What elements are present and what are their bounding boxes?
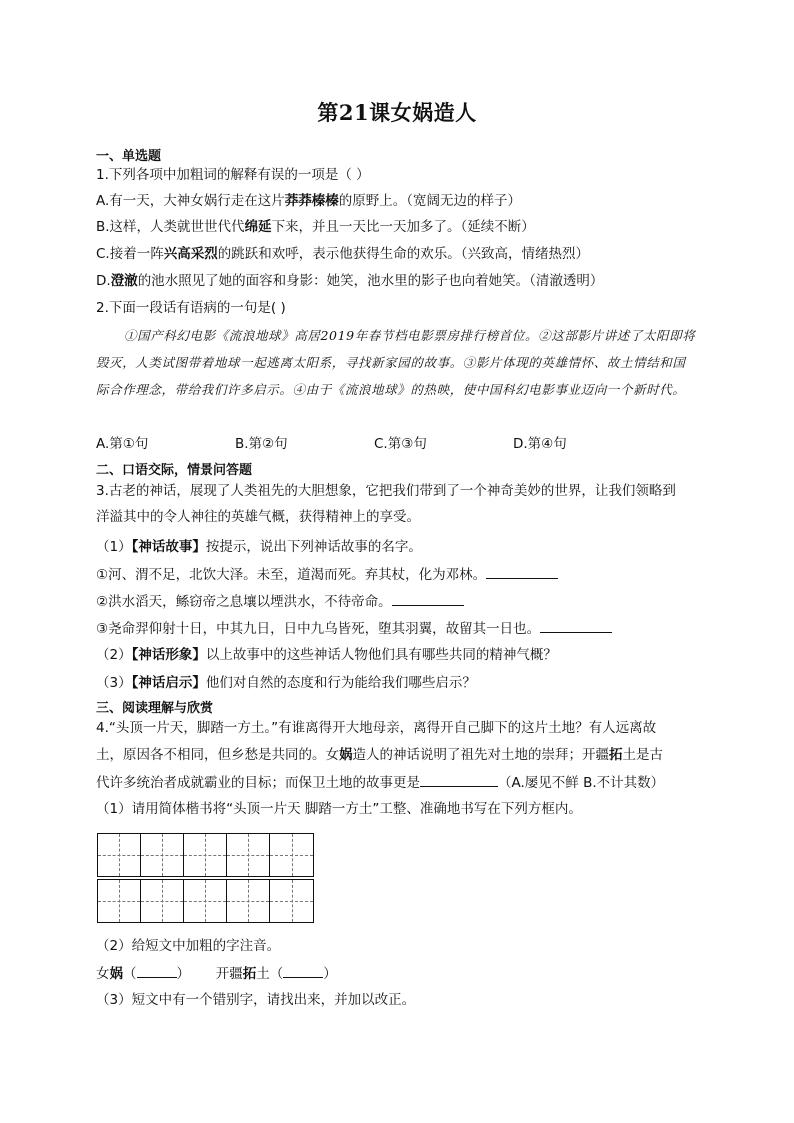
pinyin-line: 女娲（ ） 开疆拓土（ ） (96, 963, 337, 984)
writing-grid-row-2 (97, 879, 314, 923)
section-heading-3: 三、阅读理解与欣赏 (96, 701, 214, 716)
question-1-option-d: D.澄澈的池水照见了她的面容和身影：她笑，池水里的影子也向着她笑。（清澈透明） (96, 273, 604, 289)
writing-cell[interactable] (98, 880, 141, 922)
question-4-sub-3: （3）短文中有一个错别字，请找出来，并加以改正。 (96, 992, 416, 1008)
question-3-line-1: 3.古老的神话，展现了人类祖先的大胆想象，它把我们带到了一个神奇美妙的世界，让我们领略到 (96, 483, 676, 499)
question-3-line-2: 洋溢其中的令人神往的英雄气概，获得精神上的享受。 (96, 509, 420, 525)
writing-cell[interactable] (98, 834, 141, 876)
myth-item-3: ③尧命羿仰射十日，中其九日，日中九乌皆死，堕其羽翼，故留其一日也。 (96, 618, 612, 639)
writing-cell[interactable] (141, 880, 184, 922)
writing-cell[interactable] (270, 880, 313, 922)
writing-cell[interactable] (227, 880, 270, 922)
question-4-sub-2: （2）给短文中加粗的字注音。 (96, 938, 281, 954)
option-d: D.第④句 (513, 436, 567, 452)
writing-cell[interactable] (270, 834, 313, 876)
answer-blank[interactable] (486, 564, 558, 579)
question-2-options (96, 434, 652, 454)
writing-cell[interactable] (184, 834, 227, 876)
answer-blank[interactable] (392, 591, 464, 606)
question-4-line-2: 土，原因各不相同，但乡愁是共同的。女娲造人的神话说明了祖先对土地的崇拜；开疆拓土是古 (96, 747, 663, 763)
pinyin-blank-2[interactable] (283, 963, 323, 978)
question-1-option-a: A.有一天，大神女娲行走在这片莽莽榛榛的原野上。（宽阔无边的样子） (96, 193, 522, 209)
answer-blank[interactable] (540, 618, 612, 633)
question-3-part-2: （2）【神话形象】以上故事中的这些神话人物他们具有哪些共同的精神气概？ (96, 647, 557, 663)
myth-item-1: ①河、渭不足，北饮大泽。未至，道渴而死。弃其杖，化为邓林。 (96, 564, 558, 585)
option-c: C.第③句 (374, 436, 427, 452)
myth-item-2: ②洪水滔天，鲧窃帝之息壤以堙洪水，不待帝命。 (96, 591, 464, 612)
option-a: A.第①句 (96, 436, 149, 452)
question-1-option-b: B.这样，人类就世世代代绵延下来，并且一天比一天加多了。（延续不断） (96, 219, 535, 235)
question-1-option-c: C.接着一阵兴高采烈的跳跃和欢呼，表示他获得生命的欢乐。（兴致高，情绪热烈） (96, 246, 589, 262)
option-b: B.第②句 (235, 436, 288, 452)
question-4-line-1: 4.“头顶一片天，脚踏一方土。”有谁离得开大地母亲，离得开自己脚下的这片土地？有人远离故 (96, 720, 657, 736)
answer-blank[interactable] (420, 772, 498, 787)
section-heading-1: 一、单选题 (96, 149, 162, 164)
question-2-stem: 2.下面一段话有语病的一句是( ) (96, 300, 286, 316)
section-heading-2: 二、口语交际，情景问答题 (96, 463, 253, 478)
writing-cell[interactable] (227, 834, 270, 876)
question-4-line-3: 代许多统治者成就霸业的目标；而保卫土地的故事更是 （A.屡见不鲜 B.不计其数） (96, 772, 664, 793)
question-4-sub-1: （1）请用简体楷书将“头顶一片天 脚踏一方土”工整、准确地书写在下列方框内。 (96, 801, 582, 817)
writing-cell[interactable] (184, 880, 227, 922)
pinyin-blank-1[interactable] (137, 963, 177, 978)
writing-grid-row-1 (97, 833, 314, 877)
question-3-part-1: （1）【神话故事】按提示，说出下列神话故事的名字。 (96, 539, 422, 555)
question-2-passage: ①国产科幻电影《流浪地球》高居2019年春节档电影票房排行榜首位。②这部影片讲述了太阳即将毁灭，人类试图带着地球一起逃离太阳系，寻找新家园的故事。③影片体现的英雄情怀、故土情结和国际合作理念，带给我们许多启示。④由于《流浪地球》的热映，使中国科幻电影事业迈向一个新时代。 (96, 328, 696, 397)
writing-cell[interactable] (141, 834, 184, 876)
page-title: 第21课女娲造人 (317, 100, 477, 125)
question-3-part-3: （3）【神话启示】他们对自然的态度和行为能给我们哪些启示？ (96, 675, 476, 691)
question-1-stem: 1.下列各项中加粗词的解释有误的一项是（ ） (96, 167, 370, 183)
